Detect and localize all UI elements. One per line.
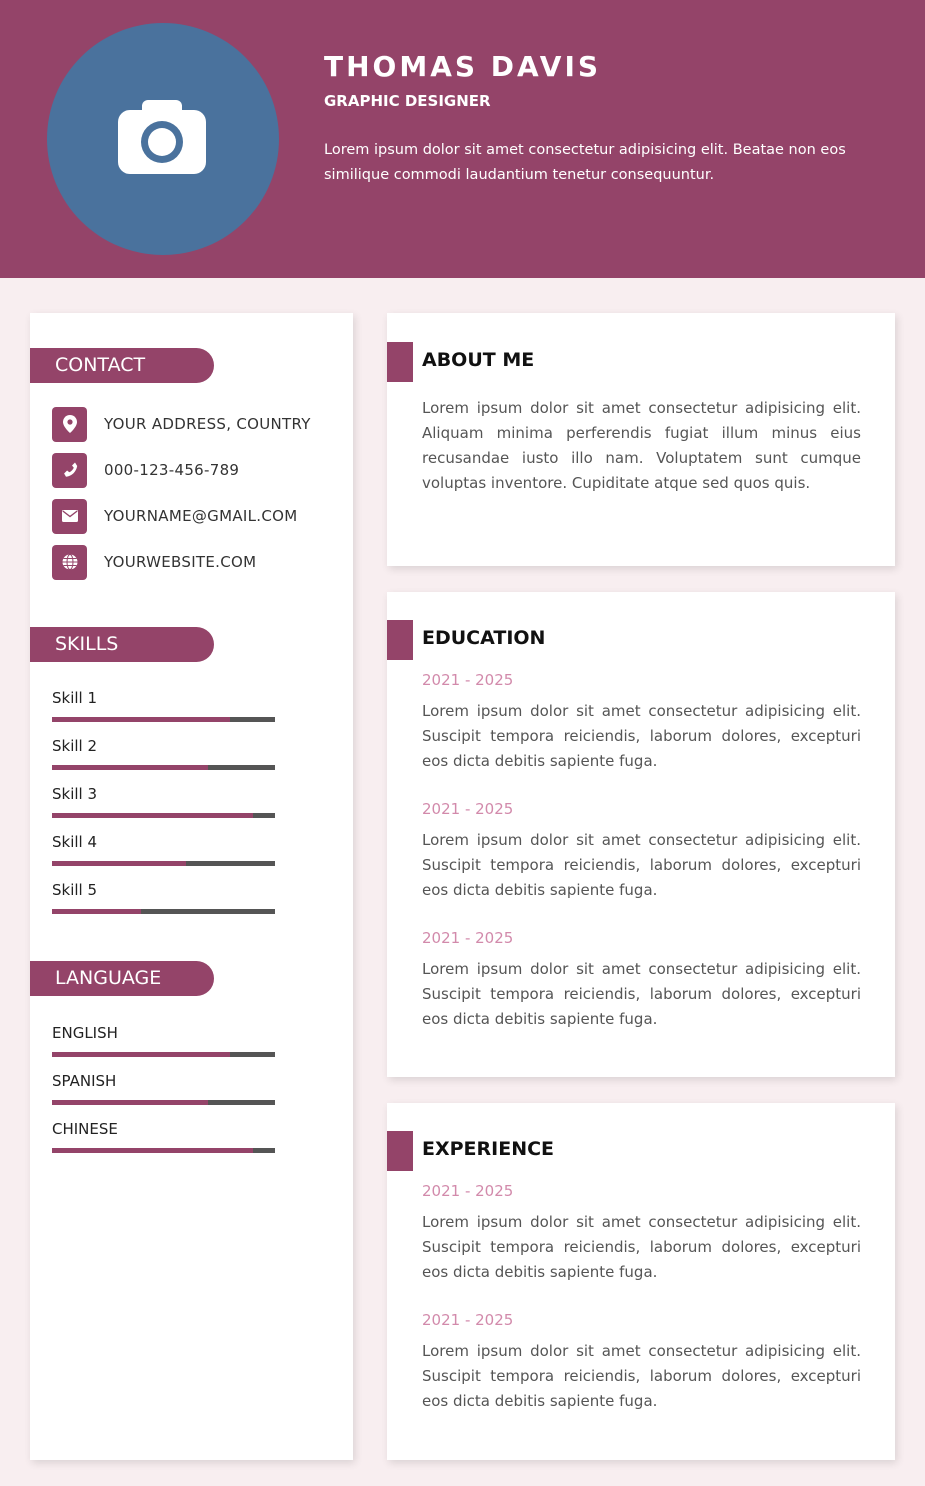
skill-label: Skill 2 bbox=[52, 737, 98, 755]
education-text: Lorem ipsum dolor sit amet consectetur adipisicing elit. Suscipit tempora reiciendis, laborum dolores, excepturi eos dicta debitis sapiente fuga. bbox=[422, 702, 861, 770]
envelope-icon bbox=[52, 499, 87, 534]
camera-icon bbox=[116, 98, 208, 178]
contact-heading: CONTACT bbox=[30, 348, 214, 383]
experience-years: 2021 - 2025 bbox=[422, 1311, 514, 1329]
person-name: THOMAS DAVIS bbox=[324, 50, 602, 83]
experience-card bbox=[387, 1103, 895, 1460]
email-text: YOURNAME@GMAIL.COM bbox=[104, 507, 298, 525]
profile-photo-placeholder bbox=[47, 23, 279, 255]
education-years: 2021 - 2025 bbox=[422, 800, 514, 818]
contact-address bbox=[52, 406, 311, 442]
education-years: 2021 - 2025 bbox=[422, 671, 514, 689]
education-card bbox=[387, 592, 895, 1077]
skill-bar bbox=[52, 861, 275, 866]
skill-bar bbox=[52, 765, 275, 770]
language-label: SPANISH bbox=[52, 1072, 117, 1090]
skill-bar-fill bbox=[52, 717, 230, 722]
intro-text: Lorem ipsum dolor sit amet consectetur adipisicing elit. Beatae non eos similique commodi laudantium tenetur consequuntur. bbox=[324, 142, 846, 183]
skill-label: Skill 5 bbox=[52, 881, 98, 899]
about-card bbox=[387, 313, 895, 566]
section-marker bbox=[387, 1131, 413, 1171]
language-bar bbox=[52, 1052, 275, 1057]
skill-bar-fill bbox=[52, 861, 186, 866]
language-heading: LANGUAGE bbox=[30, 961, 214, 996]
language-label: CHINESE bbox=[52, 1120, 118, 1138]
skills-heading: SKILLS bbox=[30, 627, 214, 662]
language-bar-fill bbox=[52, 1100, 208, 1105]
skill-bar bbox=[52, 717, 275, 722]
language-label: ENGLISH bbox=[52, 1024, 118, 1042]
section-marker bbox=[387, 342, 413, 382]
about-heading: ABOUT ME bbox=[422, 349, 535, 371]
experience-heading: EXPERIENCE bbox=[422, 1138, 555, 1160]
skill-bar bbox=[52, 909, 275, 914]
skill-bar-fill bbox=[52, 765, 208, 770]
experience-text: Lorem ipsum dolor sit amet consectetur adipisicing elit. Suscipit tempora reiciendis, laborum dolores, excepturi eos dicta debitis sapiente fuga. bbox=[422, 1342, 861, 1410]
skill-label: Skill 4 bbox=[52, 833, 98, 851]
education-heading: EDUCATION bbox=[422, 627, 546, 649]
language-bar bbox=[52, 1148, 275, 1153]
skill-bar-fill bbox=[52, 909, 141, 914]
location-pin-icon bbox=[52, 407, 87, 442]
contact-website bbox=[52, 544, 256, 580]
education-text: Lorem ipsum dolor sit amet consectetur adipisicing elit. Suscipit tempora reiciendis, laborum dolores, excepturi eos dicta debitis sapiente fuga. bbox=[422, 960, 861, 1028]
language-bar bbox=[52, 1100, 275, 1105]
contact-email bbox=[52, 498, 297, 534]
phone-text: 000-123-456-789 bbox=[104, 461, 240, 479]
skill-bar bbox=[52, 813, 275, 818]
experience-text: Lorem ipsum dolor sit amet consectetur adipisicing elit. Suscipit tempora reiciendis, laborum dolores, excepturi eos dicta debitis sapiente fuga. bbox=[422, 1213, 861, 1281]
skill-label: Skill 3 bbox=[52, 785, 98, 803]
language-bar-fill bbox=[52, 1148, 253, 1153]
education-text: Lorem ipsum dolor sit amet consectetur adipisicing elit. Suscipit tempora reiciendis, laborum dolores, excepturi eos dicta debitis sapiente fuga. bbox=[422, 831, 861, 899]
skill-label: Skill 1 bbox=[52, 689, 98, 707]
header-banner bbox=[0, 0, 925, 278]
address-text: YOUR ADDRESS, COUNTRY bbox=[104, 415, 311, 433]
experience-years: 2021 - 2025 bbox=[422, 1182, 514, 1200]
phone-icon bbox=[52, 453, 87, 488]
website-text: YOURWEBSITE.COM bbox=[104, 553, 257, 571]
globe-icon bbox=[52, 545, 87, 580]
sidebar bbox=[30, 313, 353, 1460]
about-text: Lorem ipsum dolor sit amet consectetur adipisicing elit. Aliquam minima perferendis fugiat illum minus eius recusandae iusto illo nam. Voluptatem sunt cumque voluptas inventore. Cupiditate atque sed quos quis. bbox=[422, 399, 861, 492]
skill-bar-fill bbox=[52, 813, 253, 818]
contact-phone bbox=[52, 452, 239, 488]
job-title: GRAPHIC DESIGNER bbox=[324, 92, 491, 110]
language-bar-fill bbox=[52, 1052, 230, 1057]
education-years: 2021 - 2025 bbox=[422, 929, 514, 947]
section-marker bbox=[387, 620, 413, 660]
